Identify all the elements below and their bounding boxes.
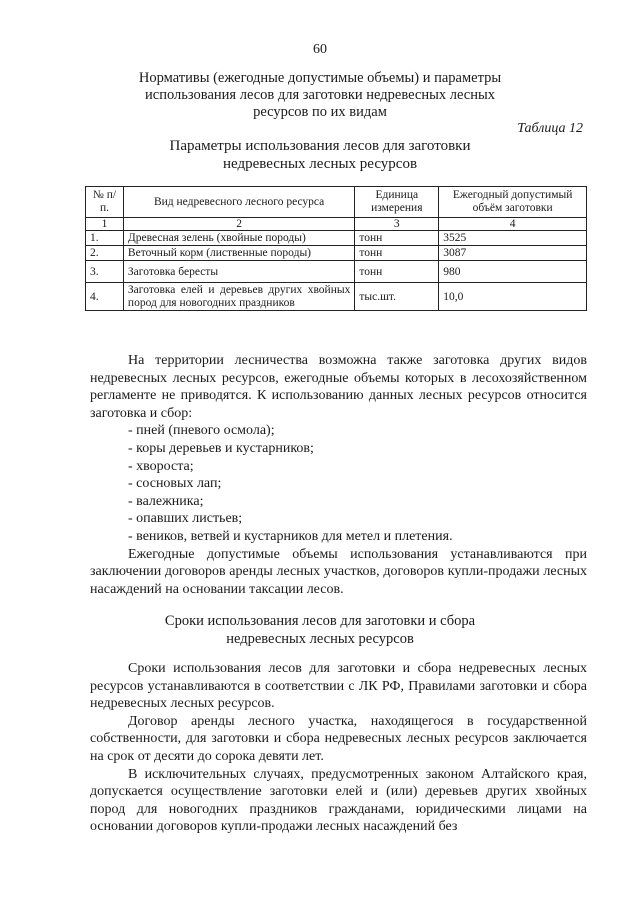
- column-number: 3: [355, 218, 439, 231]
- table-row: [86, 246, 587, 261]
- main-title: Нормативы (ежегодные допустимые объемы) и параметры использования лесов для заготовки недревесных лесных ресурсов по их видам: [138, 70, 502, 120]
- table-row: [86, 231, 587, 246]
- row-num: 1.: [86, 231, 124, 246]
- paragraph: Сроки использования лесов для заготовки и сбора недревесных лесных ресурсов устанавливаются в соответствии с ЛК РФ, Правилами заготовки и сбора недревесных лесных ресурсов.: [90, 661, 587, 712]
- list-item: - коры деревьев и кустарников;: [128, 440, 314, 456]
- paragraph: Договор аренды лесного участка, находящегося в государственной собственности, для заготовки и сбора недревесных лесных ресурсов заключается на срок от десяти до сорока девяти лет.: [90, 713, 587, 764]
- row-value: 3087: [439, 246, 587, 261]
- row-resource: Веточный корм (лиственные породы): [123, 246, 354, 261]
- row-value: 3525: [439, 231, 587, 246]
- row-resource: Заготовка елей и деревьев других хвойных пород для новогодних праздников: [123, 283, 354, 311]
- list-item: - сосновых лап;: [128, 476, 222, 492]
- row-unit: тыс.шт.: [355, 283, 439, 311]
- row-unit: тонн: [355, 261, 439, 283]
- table-header-row: [86, 187, 587, 218]
- row-value: 10,0: [439, 283, 587, 311]
- table-row: [86, 261, 587, 283]
- row-value: 980: [439, 261, 587, 283]
- row-resource: Заготовка бересты: [123, 261, 354, 283]
- row-unit: тонн: [355, 246, 439, 261]
- resources-table: [85, 186, 587, 311]
- list-item: - пней (пневого осмола);: [128, 423, 275, 439]
- paragraph: На территории лесничества возможна также заготовка других видов недревесных лесных ресурсов, ежегодные объемы которых в лесохозяйственном регламенте не приводятся. К использованию данных лесных ресурсов относится заготовка и сбор:: [90, 353, 587, 421]
- row-num: 3.: [86, 261, 124, 283]
- table-title: Параметры использования лесов для заготовки недревесных лесных ресурсов: [169, 138, 471, 172]
- row-resource: Древесная зелень (хвойные породы): [123, 231, 354, 246]
- table-row: [86, 283, 587, 311]
- resources-description: [90, 352, 587, 598]
- row-num: 4.: [86, 283, 124, 311]
- column-number: 1: [86, 218, 124, 231]
- page-number: 60: [313, 42, 327, 57]
- header-num: № п/п.: [86, 187, 124, 218]
- column-number: 4: [439, 218, 587, 231]
- paragraph: Ежегодные допустимые объемы использования устанавливаются при заключении договоров аренды лесных участков, договоров купли-продажи лесных насаждений на основании таксации лесов.: [90, 546, 587, 597]
- list-item: - опавших листьев;: [128, 511, 243, 527]
- list-item: - веников, ветвей и кустарников для метел и плетения.: [128, 528, 453, 544]
- header-volume: Ежегодный допустимый объём заготовки: [439, 187, 587, 218]
- paragraph: В исключительных случаях, предусмотренных законом Алтайского края, допускается осуществление заготовки елей и (или) деревьев других хвойных пород для новогодних праздников гражданами, юридическими лицами на основании договоров купли-продажи лесных насаждений без: [90, 766, 587, 835]
- row-unit: тонн: [355, 231, 439, 246]
- table-label: Таблица 12: [517, 121, 583, 136]
- list-item: - хвороста;: [128, 458, 194, 474]
- header-unit: Единица измерения: [355, 187, 439, 218]
- section-title: Сроки использования лесов для заготовки и сбора недревесных лесных ресурсов: [164, 613, 476, 647]
- column-number: 2: [123, 218, 354, 231]
- row-num: 2.: [86, 246, 124, 261]
- list-item: - валежника;: [128, 493, 204, 509]
- terms-description: [90, 660, 587, 836]
- column-number-row: [86, 218, 587, 231]
- header-resource: Вид недревесного лесного ресурса: [123, 187, 354, 218]
